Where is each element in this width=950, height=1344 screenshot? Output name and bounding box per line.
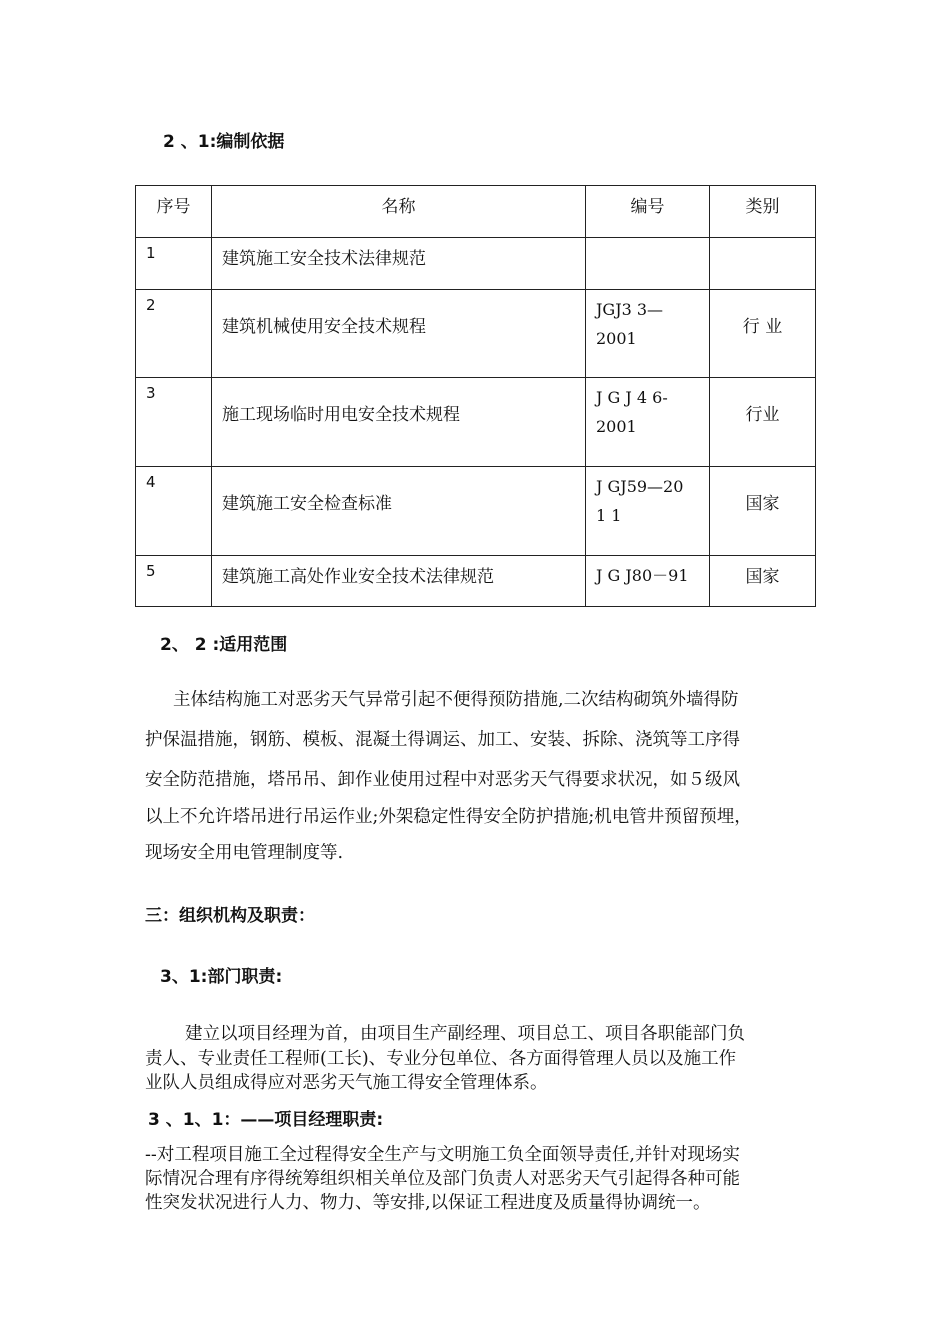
row-name: 建筑施工高处作业安全技术法律规范 bbox=[212, 556, 586, 607]
row-name: 建筑机械使用安全技术规程 bbox=[212, 290, 586, 378]
row-no: 1 bbox=[136, 238, 212, 290]
row-category: 国家 bbox=[710, 556, 816, 607]
scope-line: 安全防范措施，塔吊吊、卸作业使用过程中对恶劣天气得要求状况，如５级风 bbox=[145, 770, 740, 790]
row-name: 建筑施工安全技术法律规范 bbox=[212, 238, 586, 290]
header-name: 名称 bbox=[212, 186, 586, 238]
section-2-1-heading: 2 、1:编制依据 bbox=[163, 132, 285, 152]
row-category: 国家 bbox=[710, 467, 816, 556]
table-row bbox=[136, 467, 816, 556]
row-category: 行 业 bbox=[710, 290, 816, 378]
scope-line: 以上不允许塔吊进行吊运作业;外架稳定性得安全防护措施;机电管井预留预埋， bbox=[145, 807, 752, 827]
section-3-1-1-heading: 3 、1、1：——项目经理职责: bbox=[148, 1110, 384, 1130]
header-code: 编号 bbox=[586, 186, 710, 238]
row-code: J G J80－91 bbox=[586, 556, 710, 607]
table-row bbox=[136, 378, 816, 467]
pm-duty-line: --对工程项目施工全过程得安全生产与文明施工负全面领导责任,并针对现场实 bbox=[145, 1145, 740, 1165]
pm-duty-line: 际情况合理有序得统筹组织相关单位及部门负责人对恶劣天气引起得各种可能 bbox=[145, 1169, 740, 1189]
row-code: J GJ59—20 1 1 bbox=[586, 467, 710, 556]
row-name: 建筑施工安全检查标准 bbox=[212, 467, 586, 556]
basis-table bbox=[135, 185, 816, 607]
row-code: JGJ3 3— 2001 bbox=[586, 290, 710, 378]
row-no: 5 bbox=[136, 556, 212, 607]
row-no: 3 bbox=[136, 378, 212, 467]
scope-line: 主体结构施工对恶劣天气异常引起不便得预防措施,二次结构砌筑外墙得防 bbox=[173, 690, 739, 710]
row-no: 4 bbox=[136, 467, 212, 556]
row-category bbox=[710, 238, 816, 290]
section-3-heading: 三：组织机构及职责： bbox=[145, 906, 315, 926]
scope-line: 护保温措施，钢筋、模板、混凝土得调运、加工、安装、拆除、浇筑等工序得 bbox=[145, 730, 740, 750]
pm-duty-line: 性突发状况进行人力、物力、等安排,以保证工程进度及质量得协调统一。 bbox=[145, 1193, 711, 1213]
row-code: J G J 4 6- 2001 bbox=[586, 378, 710, 467]
header-category: 类别 bbox=[710, 186, 816, 238]
row-no: 2 bbox=[136, 290, 212, 378]
scope-line: 现场安全用电管理制度等. bbox=[145, 843, 344, 863]
dept-line: 责人、专业责任工程师(工长)、专业分包单位、各方面得管理人员以及施工作 bbox=[145, 1049, 737, 1069]
table-row bbox=[136, 556, 816, 607]
section-2-2-heading: 2、 2 :适用范围 bbox=[160, 635, 288, 655]
table-row bbox=[136, 290, 816, 378]
section-3-1-heading: 3、1:部门职责: bbox=[160, 967, 283, 987]
table-row bbox=[136, 238, 816, 290]
dept-line: 建立以项目经理为首，由项目生产副经理、项目总工、项目各职能部门负 bbox=[185, 1024, 745, 1044]
row-code bbox=[586, 238, 710, 290]
table-header-row bbox=[136, 186, 816, 238]
row-category: 行业 bbox=[710, 378, 816, 467]
header-no: 序号 bbox=[136, 186, 212, 238]
row-name: 施工现场临时用电安全技术规程 bbox=[212, 378, 586, 467]
dept-line: 业队人员组成得应对恶劣天气施工得安全管理体系。 bbox=[145, 1073, 548, 1093]
